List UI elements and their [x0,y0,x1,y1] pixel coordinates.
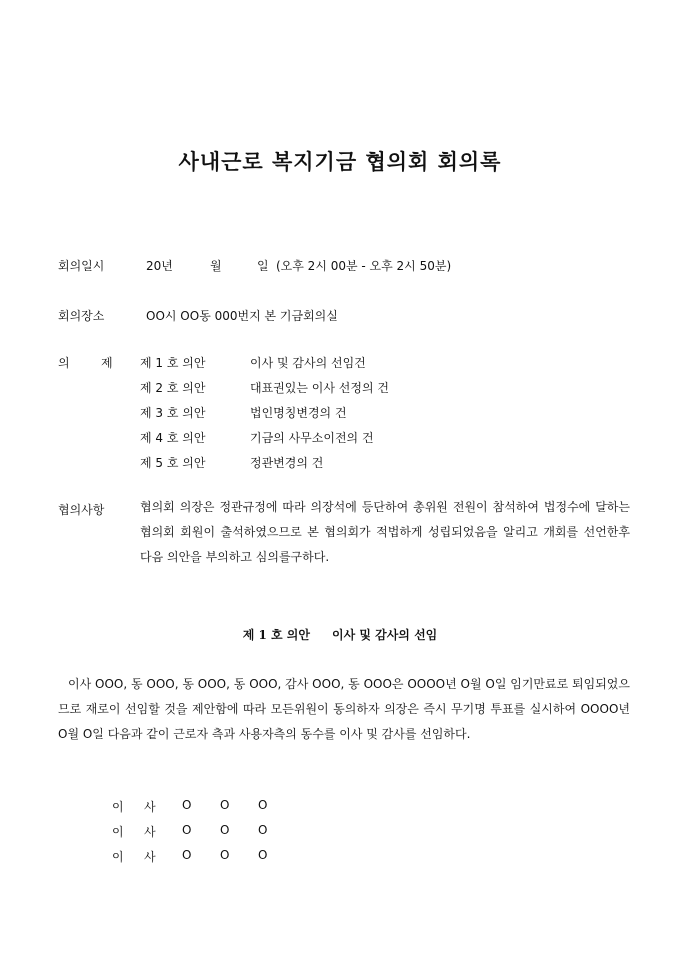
section-1-title: 이사 및 감사의 선임 [331,628,438,642]
agenda-item-5-title: 정관변경의 건 [250,456,324,470]
appointee-row [112,848,282,868]
appointee-role-1: 이 [112,850,124,864]
document-title: 사내근로 복지기금 협의회 회의록 [178,149,502,174]
appointee-mark: O [220,848,230,862]
appointee-row [112,798,282,818]
agenda-item-4-number: 제 4 호 의안 [140,431,206,445]
agenda-item-3-number: 제 3 호 의안 [140,406,206,420]
agenda-item-2-number: 제 2 호 의안 [140,381,206,395]
agenda-item-1-number: 제 1 호 의안 [140,356,206,370]
section-1-heading [0,626,680,643]
meeting-month: 월 [210,259,222,273]
meeting-time: (오후 2시 00분 - 오후 2시 50분) [276,259,452,273]
appointee-mark: O [220,823,230,837]
meeting-place-label: 회의장소 [58,309,105,323]
meeting-year: 20년 [146,259,173,273]
appointee-mark: O [258,823,268,837]
meeting-date-label: 회의일시 [58,259,105,273]
agenda-item-4-title: 기금의 사무소이전의 건 [250,431,374,445]
meeting-place-value: OO시 OO동 000번지 본 기금회의실 [146,309,338,323]
agenda-label-2: 제 [101,356,113,370]
meeting-day: 일 [257,259,269,273]
appointee-role-2: 사 [144,850,156,864]
appointee-role-1: 이 [112,825,124,839]
agenda-item-2-title: 대표권있는 이사 선정의 건 [250,381,389,395]
appointee-mark: O [182,823,192,837]
proceedings-label: 협의사항 [58,503,105,517]
appointee-mark: O [182,798,192,812]
appointee-mark: O [182,848,192,862]
section-1-number: 제 1 호 의안 [242,628,310,642]
agenda-item-1-title: 이사 및 감사의 선임건 [250,356,366,370]
appointee-mark: O [220,798,230,812]
appointee-mark: O [258,798,268,812]
agenda-item-3-title: 법인명칭변경의 건 [250,406,347,420]
appointee-row [112,823,282,843]
appointee-role-1: 이 [112,800,124,814]
proceedings-text: 협의회 의장은 정관규정에 따라 의장석에 등단하여 총위원 전원이 참석하여 법정수에 달하는 협의회 회원이 출석하였으므로 본 협의회가 적법하게 성립되었음을 알리고 개회를 선언한후 다음 의안을 부의하고 심의를구하다. [140,500,630,564]
agenda-item-5-number: 제 5 호 의안 [140,456,206,470]
section-1-body: 이사 OOO, 동 OOO, 동 OOO, 동 OOO, 감사 OOO, 동 OOO은 OOOO년 O월 O일 임기만료로 퇴임되었으므로 재로이 선임할 것을 제안함에 따라 모든위원이 동의하자 의장은 즉시 무기명 투표를 실시하여 OOOO년 O월 O일 다음과 같이 근로자 측과 사용자측의 동수를 이사 및 감사를 선임하다. [58,677,630,741]
appointee-role-2: 사 [144,800,156,814]
appointee-role-2: 사 [144,825,156,839]
appointee-mark: O [258,848,268,862]
agenda-label-1: 의 [58,356,70,370]
